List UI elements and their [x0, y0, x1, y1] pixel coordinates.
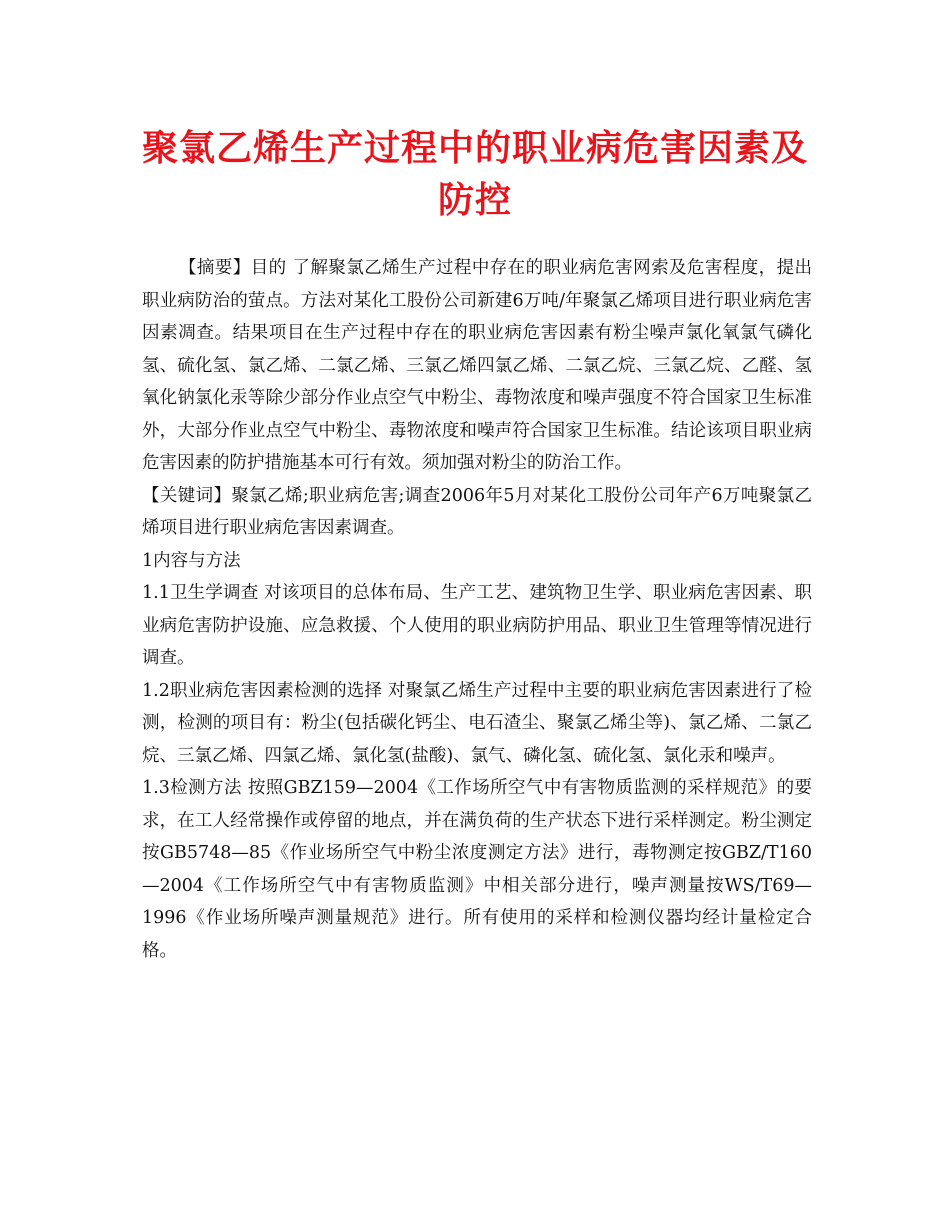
section-heading-1: 1内容与方法: [142, 550, 241, 571]
document-title: 聚氯乙烯生产过程中的职业病危害因素及防控: [141, 127, 808, 221]
section-1-3-paragraph: 1.3检测方法 按照GBZ159—2004《工作场所空气中有害物质监测的采样规范》的要求，在工人经常操作或停留的地点，并在满负荷的生产状态下进行采样测定。粉尘测定按GB5748—85《作业场所空气中粉尘浓度测定方法》进行，毒物测定按GBZ/T160—2004《工作场所空气中有害物质监测》中相关部分进行，噪声测量按WS/T69—1996《作业场所噪声测量规范》进行。所有使用的采样和检测仪器均经计量检定合格。: [142, 778, 812, 961]
document-body: [142, 252, 812, 967]
abstract-paragraph: 【摘要】目的 了解聚氯乙烯生产过程中存在的职业病危害网索及危害程度，提出职业病防治的萤点。方法对某化工股份公司新建6万吨/年聚氯乙烯项目进行职业病危害因素凋查。结果项目在生产过程中存在的职业病危害因素有粉尘噪声氯化氧氯气磷化氢、硫化氢、氯乙烯、二氯乙烯、三氯乙烯四氯乙烯、二氯乙烷、三氯乙烷、乙醛、氢氧化钠氯化汞等除少部分作业点空气中粉尘、毒物浓度和噪声强度不符合国家卫生标准外，大部分作业点空气中粉尘、毒物浓度和噪声符合国家卫生标准。结论该项目职业病危害因素的防护措施基本可行有效。须加强对粉尘的防治工作。: [142, 258, 812, 473]
keywords-paragraph: 【关键词】聚氯乙烯;职业病危害;调查2006年5月对某化工股份公司年产6万吨聚氯乙烯项目进行职业病危害因素调查。: [142, 485, 812, 538]
section-1-1-paragraph: 1.1卫生学调查 对该项目的总体布局、生产工艺、建筑物卫生学、职业病危害因素、职业病危害防护设施、应急救援、个人使用的职业病防护用品、职业卫生管理等情况进行调查。: [142, 583, 812, 668]
section-1-2-paragraph: 1.2职业病危害因素检测的选择 对聚氯乙烯生产过程中主要的职业病危害因素进行了检测，检测的项目有：粉尘(包括碳化钙尘、电石渣尘、聚氯乙烯尘等)、氯乙烯、二氯乙烷、三氯乙烯、四氯乙烯、氯化氢(盐酸)、氯气、磷化氢、硫化氢、氯化汞和噪声。: [142, 680, 812, 766]
